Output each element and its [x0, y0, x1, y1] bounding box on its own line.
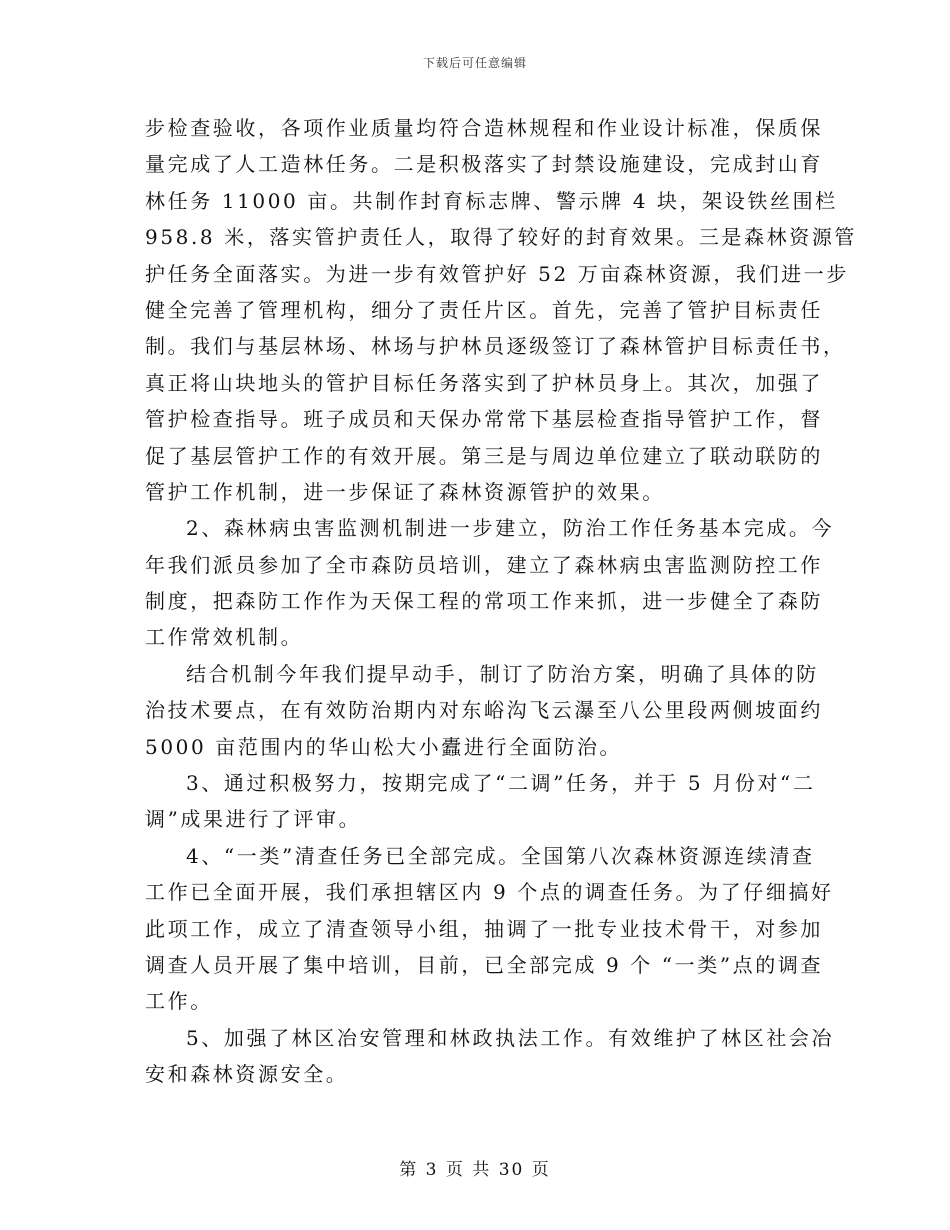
- document-body: [145, 110, 858, 1093]
- body-line: 调查人员开展了集中培训，目前，已全部完成 9 个 “一类”点的调查: [145, 952, 824, 977]
- body-line: 林任务 11000 亩。共制作封育标志牌、警示牌 4 块，架设铁丝围栏: [145, 188, 838, 213]
- body-line: 958.8 米，落实管护责任人，取得了较好的封育效果。三是森林资源管: [145, 225, 858, 250]
- body-line: 工作已全面开展，我们承担辖区内 9 个点的调查任务。为了仔细搞好: [145, 880, 834, 905]
- body-line: 工作。: [145, 989, 213, 1014]
- paragraph-start-line: 5、加强了林区冶安管理和林政执法工作。有效维护了林区社会冶: [186, 1025, 835, 1050]
- body-line: 5000 亩范围内的华山松大小蠹进行全面防治。: [145, 734, 623, 759]
- body-line: 工作常效机制。: [145, 625, 304, 650]
- page-number-footer: 第 3 页 共 30 页: [399, 1160, 551, 1180]
- body-line: 此项工作，成立了清查领导小组，抽调了一批专业技术骨干，对参加: [145, 916, 823, 941]
- body-line: 治技术要点，在有效防治期内对东峪沟飞云瀑至八公里段两侧坡面约: [145, 698, 823, 723]
- body-line: 健全完善了管理机构，细分了责任片区。首先，完善了管护目标责任: [145, 297, 823, 322]
- body-line: 促了基层管护工作的有效开展。第三是与周边单位建立了联动联防的: [145, 443, 823, 468]
- body-line: 真正将山块地头的管护目标任务落实到了护林员身上。其次，加强了: [145, 370, 823, 395]
- body-line: 步检查验收，各项作业质量均符合造林规程和作业设计标准，保质保: [145, 116, 823, 140]
- body-line: 制。我们与基层林场、林场与护林员逐级签订了森林管护目标责任书，: [145, 334, 846, 359]
- body-line: 管护检查指导。班子成员和天保办常常下基层检查指导管护工作，督: [145, 407, 823, 432]
- paragraph-start-line: 3、通过积极努力，按期完成了“二调”任务，并于 5 月份对“二: [186, 771, 816, 796]
- body-line: 调”成果进行了评审。: [145, 807, 362, 832]
- paragraph-start-line: 2、森林病虫害监测机制进一步建立，防治工作任务基本完成。今: [186, 516, 835, 541]
- paragraph-start-line: 结合机制今年我们提早动手，制订了防治方案，明确了具体的防: [186, 661, 819, 686]
- page-header: 下载后可任意编辑: [422, 56, 527, 70]
- body-line: 护任务全面落实。为进一步有效管护好 52 万亩森林资源，我们进一步: [145, 261, 849, 286]
- body-line: 管护工作机制，进一步保证了森林资源管护的效果。: [145, 479, 665, 504]
- body-line: 年我们派员参加了全市森防员培训，建立了森林病虫害监测防控工作: [145, 552, 823, 577]
- body-line: 量完成了人工造林任务。二是积极落实了封禁设施建设，完成封山育: [145, 152, 823, 177]
- body-line: 制度，把森防工作作为天保工程的常项工作来抓，进一步健全了森防: [145, 589, 823, 614]
- paragraph-start-line: 4、“一类”清查任务已全部完成。全国第八次森林资源连续清查: [186, 843, 815, 868]
- body-line: 安和森林资源安全。: [145, 1062, 349, 1087]
